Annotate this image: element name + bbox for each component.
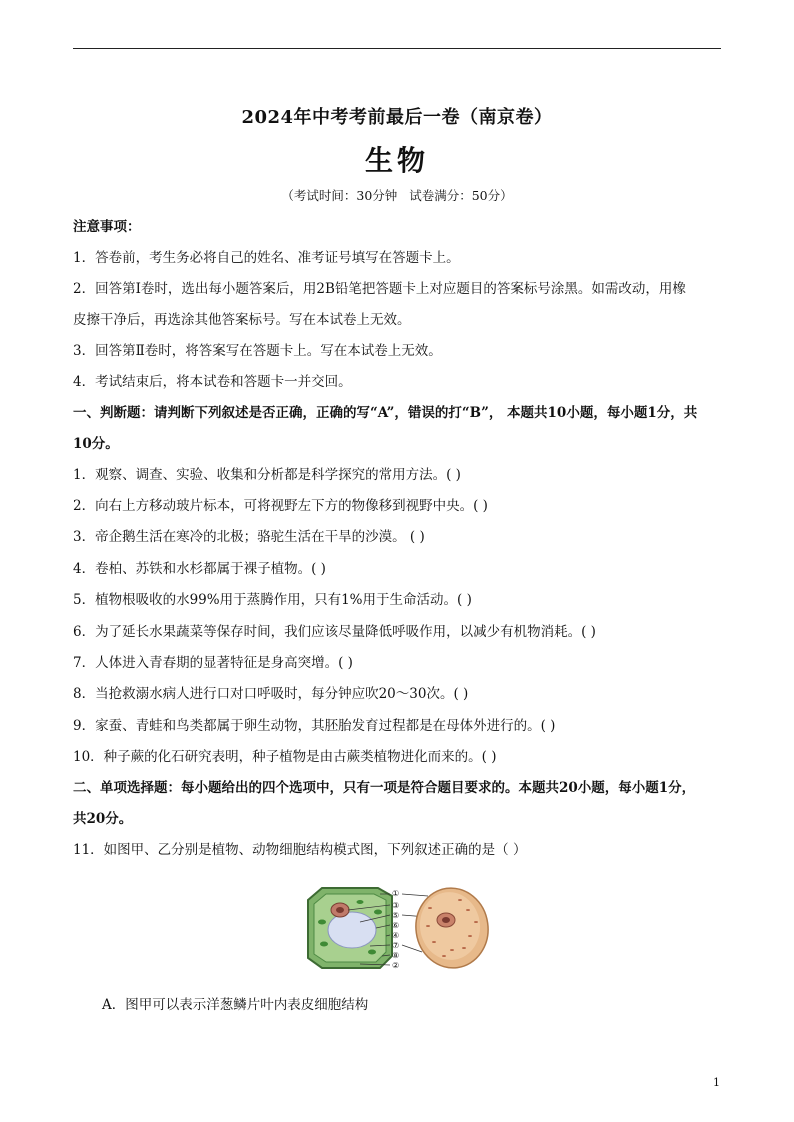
figure-label: ⑤ — [392, 911, 400, 920]
figure-label: ⑥ — [392, 921, 400, 930]
section1-heading-cont: 10分。 — [73, 436, 119, 452]
section2-heading-cont: 共20分。 — [73, 811, 133, 827]
question: 1．观察、调查、实验、收集和分析都是科学探究的常用方法。( ) — [73, 467, 461, 483]
question: 3．帝企鹅生活在寒冷的北极；骆驼生活在干旱的沙漠。 ( ) — [73, 529, 425, 545]
question: 5．植物根吸收的水99%用于蒸腾作用，只有1%用于生命活动。( ) — [73, 592, 472, 608]
figure-label: ① — [392, 889, 400, 898]
figure-label: ⑦ — [392, 941, 400, 950]
figure-label: ④ — [392, 931, 400, 940]
question: 2．向右上方移动玻片标本，可将视野左下方的物像移到视野中央。( ) — [73, 498, 488, 514]
animal-cell-diagram — [411, 883, 493, 972]
note-item: 3．回答第Ⅱ卷时，将答案写在答题卡上。写在本试卷上无效。 — [73, 343, 442, 359]
note-item: 2．回答第Ⅰ卷时，选出每小题答案后，用2B铅笔把答题卡上对应题目的答案标号涂黑。如需改动，用橡 — [73, 281, 686, 297]
question: 6．为了延长水果蔬菜等保存时间，我们应该尽量降低呼吸作用，以减少有机物消耗。( ) — [73, 624, 596, 640]
figure-label: ③ — [392, 901, 400, 910]
figure-label: ⑧ — [392, 951, 400, 960]
subject-title: 生物 — [364, 144, 429, 177]
question: 9．家蚕、青蛙和鸟类都属于卵生动物，其胚胎发育过程都是在母体外进行的。( ) — [73, 718, 556, 734]
note-item: 皮擦干净后，再选涂其他答案标号。写在本试卷上无效。 — [73, 312, 411, 328]
exam-title: 2024年中考考前最后一卷（南京卷） — [241, 107, 553, 128]
exam-info: （考试时间：30分钟 试卷满分：50分） — [281, 188, 513, 203]
notes-heading: 注意事项： — [73, 219, 141, 235]
question: 7．人体进入青春期的显著特征是身高突增。( ) — [73, 655, 353, 671]
question: 4．卷柏、苏铁和水杉都属于裸子植物。( ) — [73, 561, 326, 577]
question: 10．种子蕨的化石研究表明，种子植物是由古蕨类植物进化而来的。( ) — [73, 749, 497, 765]
plant-cell-diagram — [308, 888, 392, 968]
section1-heading: 一、判断题：请判断下列叙述是否正确，正确的写“A”，错误的打“B”， 本题共10小题，每小题1分，共 — [73, 405, 698, 421]
note-item: 4．考试结束后，将本试卷和答题卡一并交回。 — [73, 374, 352, 390]
figure-label: ② — [392, 961, 400, 970]
page-number: 1 — [713, 1076, 720, 1089]
header-rule — [73, 48, 721, 49]
question-11: 11．如图甲、乙分别是植物、动物细胞结构模式图，下列叙述正确的是（ ） — [73, 842, 527, 858]
option-a: A．图甲可以表示洋葱鳞片叶内表皮细胞结构 — [102, 997, 369, 1013]
section2-heading: 二、单项选择题：每小题给出的四个选项中，只有一项是符合题目要求的。本题共20小题，每小题1分， — [73, 780, 696, 796]
cell-structure-figure — [300, 882, 500, 974]
note-item: 1．答卷前，考生务必将自己的姓名、准考证号填写在答题卡上。 — [73, 250, 460, 266]
question: 8．当抢救溺水病人进行口对口呼吸时，每分钟应吹20～30次。( ) — [73, 686, 469, 702]
